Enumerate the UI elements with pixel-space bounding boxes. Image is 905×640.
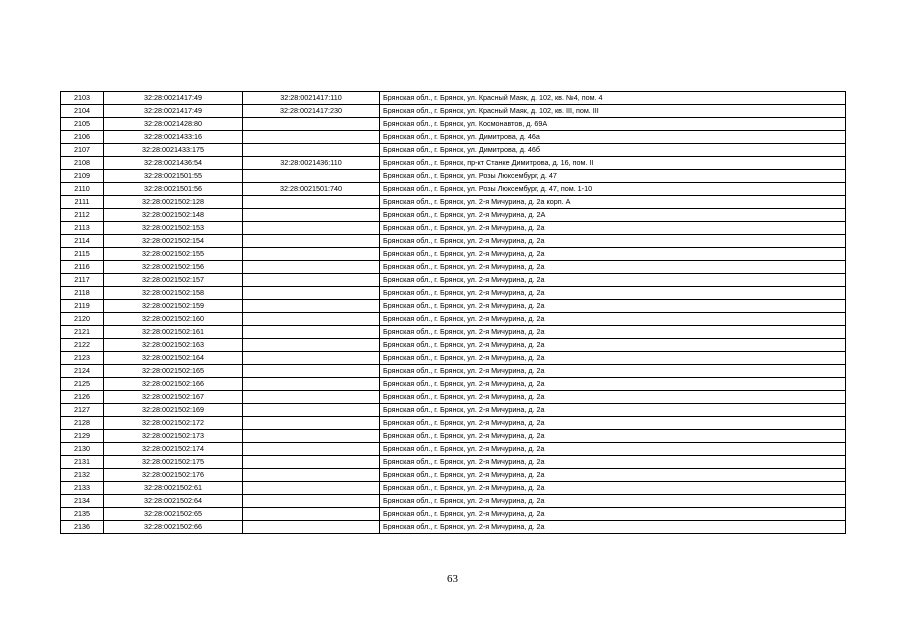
premises-cadastral-number-cell <box>243 495 380 508</box>
premises-cadastral-number-cell <box>243 391 380 404</box>
premises-cadastral-number-cell <box>243 196 380 209</box>
row-number-cell: 2134 <box>61 495 104 508</box>
premises-cadastral-number-cell <box>243 352 380 365</box>
property-table <box>60 91 846 534</box>
row-number-cell: 2103 <box>61 92 104 105</box>
premises-cadastral-number-cell <box>243 417 380 430</box>
table-body <box>61 92 846 534</box>
table-row <box>61 430 846 443</box>
cadastral-number-cell: 32:28:0021502:64 <box>104 495 243 508</box>
row-number-cell: 2123 <box>61 352 104 365</box>
premises-cadastral-number-cell <box>243 261 380 274</box>
address-cell: Брянская обл., г. Брянск, ул. Димитрова, д. 46б <box>380 144 846 157</box>
cadastral-number-cell: 32:28:0021502:161 <box>104 326 243 339</box>
premises-cadastral-number-cell <box>243 339 380 352</box>
table-row <box>61 209 846 222</box>
address-cell: Брянская обл., г. Брянск, пр-кт Станке Димитрова, д. 16, пом. II <box>380 157 846 170</box>
address-cell: Брянская обл., г. Брянск, ул. Красный Маяк, д. 102, кв. №4, пом. 4 <box>380 92 846 105</box>
cadastral-number-cell: 32:28:0021502:164 <box>104 352 243 365</box>
row-number-cell: 2126 <box>61 391 104 404</box>
row-number-cell: 2130 <box>61 443 104 456</box>
cadastral-number-cell: 32:28:0021501:55 <box>104 170 243 183</box>
premises-cadastral-number-cell <box>243 313 380 326</box>
premises-cadastral-number-cell <box>243 521 380 534</box>
premises-cadastral-number-cell <box>243 170 380 183</box>
row-number-cell: 2110 <box>61 183 104 196</box>
table-row <box>61 170 846 183</box>
premises-cadastral-number-cell <box>243 300 380 313</box>
address-cell: Брянская обл., г. Брянск, ул. Розы Люксембург, д. 47 <box>380 170 846 183</box>
row-number-cell: 2117 <box>61 274 104 287</box>
cadastral-number-cell: 32:28:0021417:49 <box>104 105 243 118</box>
row-number-cell: 2116 <box>61 261 104 274</box>
row-number-cell: 2115 <box>61 248 104 261</box>
row-number-cell: 2113 <box>61 222 104 235</box>
address-cell: Брянская обл., г. Брянск, ул. 2-я Мичурина, д. 2а <box>380 326 846 339</box>
table-row <box>61 365 846 378</box>
row-number-cell: 2109 <box>61 170 104 183</box>
row-number-cell: 2131 <box>61 456 104 469</box>
cadastral-number-cell: 32:28:0021502:176 <box>104 469 243 482</box>
row-number-cell: 2136 <box>61 521 104 534</box>
row-number-cell: 2129 <box>61 430 104 443</box>
address-cell: Брянская обл., г. Брянск, ул. 2-я Мичурина, д. 2а <box>380 469 846 482</box>
table-row <box>61 313 846 326</box>
premises-cadastral-number-cell <box>243 404 380 417</box>
address-cell: Брянская обл., г. Брянск, ул. 2-я Мичурина, д. 2А <box>380 209 846 222</box>
row-number-cell: 2104 <box>61 105 104 118</box>
table-row <box>61 92 846 105</box>
table-row <box>61 131 846 144</box>
table-row <box>61 352 846 365</box>
row-number-cell: 2111 <box>61 196 104 209</box>
table-row <box>61 456 846 469</box>
cadastral-number-cell: 32:28:0021428:80 <box>104 118 243 131</box>
premises-cadastral-number-cell <box>243 508 380 521</box>
row-number-cell: 2135 <box>61 508 104 521</box>
address-cell: Брянская обл., г. Брянск, ул. 2-я Мичурина, д. 2а <box>380 391 846 404</box>
row-number-cell: 2112 <box>61 209 104 222</box>
premises-cadastral-number-cell <box>243 326 380 339</box>
address-cell: Брянская обл., г. Брянск, ул. 2-я Мичурина, д. 2а <box>380 222 846 235</box>
premises-cadastral-number-cell <box>243 131 380 144</box>
table-row <box>61 235 846 248</box>
table-row <box>61 482 846 495</box>
address-cell: Брянская обл., г. Брянск, ул. 2-я Мичурина, д. 2а <box>380 235 846 248</box>
premises-cadastral-number-cell <box>243 482 380 495</box>
cadastral-number-cell: 32:28:0021502:153 <box>104 222 243 235</box>
cadastral-number-cell: 32:28:0021501:56 <box>104 183 243 196</box>
table-row <box>61 287 846 300</box>
premises-cadastral-number-cell: 32:28:0021417:230 <box>243 105 380 118</box>
address-cell: Брянская обл., г. Брянск, ул. 2-я Мичурина, д. 2а <box>380 378 846 391</box>
table-row <box>61 378 846 391</box>
premises-cadastral-number-cell <box>243 287 380 300</box>
cadastral-number-cell: 32:28:0021502:163 <box>104 339 243 352</box>
table-row <box>61 391 846 404</box>
cadastral-number-cell: 32:28:0021502:157 <box>104 274 243 287</box>
row-number-cell: 2114 <box>61 235 104 248</box>
cadastral-number-cell: 32:28:0021502:167 <box>104 391 243 404</box>
row-number-cell: 2124 <box>61 365 104 378</box>
address-cell: Брянская обл., г. Брянск, ул. 2-я Мичурина, д. 2а <box>380 430 846 443</box>
table-row <box>61 469 846 482</box>
cadastral-number-cell: 32:28:0021502:155 <box>104 248 243 261</box>
premises-cadastral-number-cell <box>243 144 380 157</box>
address-cell: Брянская обл., г. Брянск, ул. 2-я Мичурина, д. 2а <box>380 300 846 313</box>
table-row <box>61 339 846 352</box>
address-cell: Брянская обл., г. Брянск, ул. 2-я Мичурина, д. 2а <box>380 261 846 274</box>
cadastral-number-cell: 32:28:0021502:169 <box>104 404 243 417</box>
address-cell: Брянская обл., г. Брянск, ул. Космонавтов, д. 69А <box>380 118 846 131</box>
cadastral-number-cell: 32:28:0021433:16 <box>104 131 243 144</box>
row-number-cell: 2106 <box>61 131 104 144</box>
table-row <box>61 404 846 417</box>
table-row <box>61 274 846 287</box>
address-cell: Брянская обл., г. Брянск, ул. Красный Маяк, д. 102, кв. III, пом. III <box>380 105 846 118</box>
table-row <box>61 300 846 313</box>
premises-cadastral-number-cell <box>243 235 380 248</box>
premises-cadastral-number-cell <box>243 248 380 261</box>
premises-cadastral-number-cell <box>243 430 380 443</box>
row-number-cell: 2108 <box>61 157 104 170</box>
row-number-cell: 2105 <box>61 118 104 131</box>
cadastral-number-cell: 32:28:0021502:174 <box>104 443 243 456</box>
premises-cadastral-number-cell <box>243 443 380 456</box>
cadastral-number-cell: 32:28:0021502:166 <box>104 378 243 391</box>
row-number-cell: 2121 <box>61 326 104 339</box>
table-row <box>61 443 846 456</box>
address-cell: Брянская обл., г. Брянск, ул. 2-я Мичурина, д. 2а <box>380 313 846 326</box>
table-row <box>61 157 846 170</box>
table-row <box>61 196 846 209</box>
table-row <box>61 144 846 157</box>
address-cell: Брянская обл., г. Брянск, ул. 2-я Мичурина, д. 2а <box>380 248 846 261</box>
cadastral-number-cell: 32:28:0021436:54 <box>104 157 243 170</box>
cadastral-number-cell: 32:28:0021433:175 <box>104 144 243 157</box>
table-row <box>61 183 846 196</box>
row-number-cell: 2132 <box>61 469 104 482</box>
row-number-cell: 2120 <box>61 313 104 326</box>
table-row <box>61 495 846 508</box>
cadastral-number-cell: 32:28:0021502:165 <box>104 365 243 378</box>
table-row <box>61 248 846 261</box>
cadastral-number-cell: 32:28:0021502:148 <box>104 209 243 222</box>
cadastral-number-cell: 32:28:0021502:159 <box>104 300 243 313</box>
table-row <box>61 326 846 339</box>
row-number-cell: 2122 <box>61 339 104 352</box>
table-row <box>61 118 846 131</box>
page-number: 63 <box>447 573 458 585</box>
row-number-cell: 2107 <box>61 144 104 157</box>
address-cell: Брянская обл., г. Брянск, ул. 2-я Мичурина, д. 2а <box>380 495 846 508</box>
row-number-cell: 2128 <box>61 417 104 430</box>
premises-cadastral-number-cell: 32:28:0021501:740 <box>243 183 380 196</box>
address-cell: Брянская обл., г. Брянск, ул. 2-я Мичурина, д. 2а <box>380 352 846 365</box>
table-row <box>61 222 846 235</box>
address-cell: Брянская обл., г. Брянск, ул. 2-я Мичурина, д. 2а <box>380 443 846 456</box>
table-row <box>61 105 846 118</box>
cadastral-number-cell: 32:28:0021502:154 <box>104 235 243 248</box>
table-row <box>61 521 846 534</box>
address-cell: Брянская обл., г. Брянск, ул. 2-я Мичурина, д. 2а <box>380 365 846 378</box>
address-cell: Брянская обл., г. Брянск, ул. 2-я Мичурина, д. 2а корп. А <box>380 196 846 209</box>
cadastral-number-cell: 32:28:0021502:172 <box>104 417 243 430</box>
row-number-cell: 2118 <box>61 287 104 300</box>
row-number-cell: 2119 <box>61 300 104 313</box>
premises-cadastral-number-cell <box>243 456 380 469</box>
address-cell: Брянская обл., г. Брянск, ул. 2-я Мичурина, д. 2а <box>380 274 846 287</box>
table-row <box>61 261 846 274</box>
cadastral-number-cell: 32:28:0021502:66 <box>104 521 243 534</box>
cadastral-number-cell: 32:28:0021502:128 <box>104 196 243 209</box>
cadastral-number-cell: 32:28:0021502:158 <box>104 287 243 300</box>
premises-cadastral-number-cell: 32:28:0021417:110 <box>243 92 380 105</box>
address-cell: Брянская обл., г. Брянск, ул. 2-я Мичурина, д. 2а <box>380 456 846 469</box>
premises-cadastral-number-cell <box>243 118 380 131</box>
premises-cadastral-number-cell <box>243 469 380 482</box>
table-row <box>61 508 846 521</box>
row-number-cell: 2133 <box>61 482 104 495</box>
address-cell: Брянская обл., г. Брянск, ул. 2-я Мичурина, д. 2а <box>380 417 846 430</box>
cadastral-number-cell: 32:28:0021502:173 <box>104 430 243 443</box>
address-cell: Брянская обл., г. Брянск, ул. 2-я Мичурина, д. 2а <box>380 521 846 534</box>
premises-cadastral-number-cell <box>243 378 380 391</box>
cadastral-number-cell: 32:28:0021502:160 <box>104 313 243 326</box>
address-cell: Брянская обл., г. Брянск, ул. Димитрова, д. 46а <box>380 131 846 144</box>
address-cell: Брянская обл., г. Брянск, ул. 2-я Мичурина, д. 2а <box>380 339 846 352</box>
address-cell: Брянская обл., г. Брянск, ул. 2-я Мичурина, д. 2а <box>380 404 846 417</box>
cadastral-number-cell: 32:28:0021502:65 <box>104 508 243 521</box>
address-cell: Брянская обл., г. Брянск, ул. 2-я Мичурина, д. 2а <box>380 482 846 495</box>
premises-cadastral-number-cell <box>243 365 380 378</box>
premises-cadastral-number-cell <box>243 274 380 287</box>
cadastral-number-cell: 32:28:0021502:61 <box>104 482 243 495</box>
address-cell: Брянская обл., г. Брянск, ул. Розы Люксембург, д. 47, пом. 1-10 <box>380 183 846 196</box>
premises-cadastral-number-cell <box>243 209 380 222</box>
premises-cadastral-number-cell <box>243 222 380 235</box>
cadastral-number-cell: 32:28:0021502:175 <box>104 456 243 469</box>
address-cell: Брянская обл., г. Брянск, ул. 2-я Мичурина, д. 2а <box>380 508 846 521</box>
cadastral-number-cell: 32:28:0021417:49 <box>104 92 243 105</box>
address-cell: Брянская обл., г. Брянск, ул. 2-я Мичурина, д. 2а <box>380 287 846 300</box>
cadastral-number-cell: 32:28:0021502:156 <box>104 261 243 274</box>
premises-cadastral-number-cell: 32:28:0021436:110 <box>243 157 380 170</box>
row-number-cell: 2127 <box>61 404 104 417</box>
row-number-cell: 2125 <box>61 378 104 391</box>
table-row <box>61 417 846 430</box>
